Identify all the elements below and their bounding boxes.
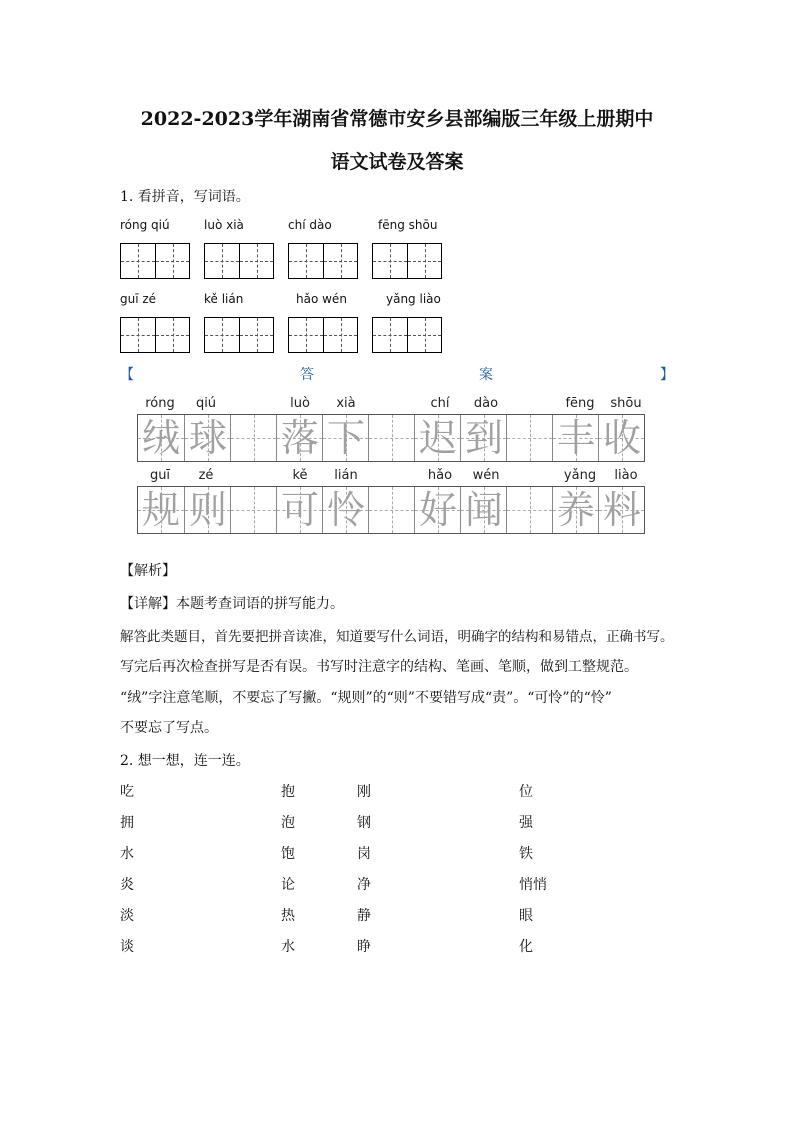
analysis-detail: 【详解】本题考查词语的拼写能力。: [120, 596, 344, 612]
answer-pinyin: chí: [430, 396, 450, 411]
pinyin-label: róng qiú: [120, 218, 170, 232]
writing-grid[interactable]: [204, 243, 274, 279]
pinyin-label: luò xià: [204, 218, 244, 232]
writing-grid[interactable]: [120, 317, 190, 353]
pinyin-label: hǎo wén: [296, 292, 347, 306]
writing-grid[interactable]: [372, 243, 442, 279]
answer-char: 养: [556, 488, 595, 532]
answer-open-bracket: 【: [120, 367, 134, 383]
answer-pinyin: shōu: [610, 396, 642, 411]
match-item[interactable]: 拥: [120, 815, 134, 831]
answer-char: 迟: [418, 416, 457, 460]
answer-pinyin: róng: [145, 396, 175, 411]
analysis-paragraph: “绒”字注意笔顺，不要忘了写撇。“规则”的“则”不要错写成“责”。“可怜”的“怜”: [120, 690, 612, 706]
answer-char: 绒: [141, 416, 180, 460]
answer-pinyin: dào: [473, 396, 499, 411]
answer-pinyin-row-2: [137, 468, 653, 486]
match-item[interactable]: 饱: [281, 846, 295, 862]
answer-pinyin: kě: [292, 468, 308, 483]
analysis-paragraph: 不要忘了写点。: [120, 720, 218, 736]
answer-char: 球: [188, 416, 227, 460]
pinyin-label: chí dào: [288, 218, 332, 232]
match-item[interactable]: 吃: [120, 784, 134, 800]
question-1-prompt: 1. 看拼音，写词语。: [120, 189, 250, 205]
pinyin-label: kě lián: [204, 292, 244, 306]
match-item[interactable]: 论: [281, 877, 295, 893]
answer-char: 闻: [464, 488, 503, 532]
writing-grid[interactable]: [204, 317, 274, 353]
answer-char: 丰: [556, 416, 595, 460]
answer-pinyin: fēng: [565, 396, 595, 411]
answer-grid-row-1: [137, 414, 645, 462]
match-item[interactable]: 位: [519, 784, 533, 800]
answer-close-bracket: 】: [660, 367, 674, 383]
answer-pinyin: guī: [149, 468, 171, 483]
answer-char: 则: [188, 488, 227, 532]
match-item[interactable]: 静: [357, 908, 371, 924]
doc-title-line1: 2022-2023学年湖南省常德市安乡县部编版三年级上册期中: [140, 108, 654, 130]
answer-char: 料: [602, 488, 641, 532]
match-item[interactable]: 岗: [357, 846, 371, 862]
answer-char: 到: [464, 416, 503, 460]
answer-pinyin: zé: [198, 468, 214, 483]
writing-grid[interactable]: [372, 317, 442, 353]
match-item[interactable]: 悄悄: [519, 877, 547, 893]
match-item[interactable]: 强: [519, 815, 533, 831]
match-item[interactable]: 谈: [120, 939, 134, 955]
pinyin-label: yǎng liào: [386, 292, 441, 306]
analysis-heading: 【解析】: [120, 563, 176, 579]
answer-label-1: 答: [300, 367, 314, 383]
match-item[interactable]: 泡: [281, 815, 295, 831]
answer-char: 可: [280, 488, 319, 532]
match-item[interactable]: 铁: [519, 846, 533, 862]
answer-pinyin: yǎng: [563, 468, 597, 483]
answer-pinyin: xià: [336, 396, 356, 411]
pinyin-label: fēng shōu: [378, 218, 438, 232]
answer-char: 下: [326, 416, 365, 460]
match-item[interactable]: 眼: [519, 908, 533, 924]
writing-grid[interactable]: [288, 317, 358, 353]
answer-grid-row-2: [137, 486, 645, 534]
writing-grid[interactable]: [288, 243, 358, 279]
match-item[interactable]: 钢: [357, 815, 371, 831]
match-item[interactable]: 睁: [357, 939, 371, 955]
answer-char: 怜: [326, 488, 365, 532]
doc-title-line2: 语文试卷及答案: [330, 151, 464, 173]
analysis-paragraph: 解答此类题目，首先要把拼音读准，知道要写什么词语，明确字的结构和易错点，正确书写。: [120, 629, 674, 645]
answer-char: 好: [418, 488, 457, 532]
match-item[interactable]: 抱: [281, 784, 295, 800]
analysis-paragraph: 写完后再次检查拼写是否有误。书写时注意字的结构、笔画、笔顺，做到工整规范。: [120, 659, 638, 675]
match-item[interactable]: 水: [281, 939, 295, 955]
answer-pinyin: qiú: [195, 396, 217, 411]
answer-pinyin: liào: [614, 468, 638, 483]
pinyin-label: guī zé: [120, 292, 157, 306]
match-item[interactable]: 炎: [120, 877, 134, 893]
answer-pinyin: wén: [472, 468, 500, 483]
answer-char: 收: [602, 416, 641, 460]
answer-char: 规: [141, 488, 180, 532]
answer-pinyin-row-1: [137, 396, 653, 414]
answer-pinyin: luò: [290, 396, 310, 411]
answer-label-2: 案: [479, 367, 493, 383]
question-2-prompt: 2. 想一想，连一连。: [120, 753, 250, 769]
answer-pinyin: lián: [334, 468, 358, 483]
answer-pinyin: hǎo: [427, 468, 453, 483]
match-item[interactable]: 水: [120, 846, 134, 862]
match-item[interactable]: 刚: [357, 784, 371, 800]
match-item[interactable]: 淡: [120, 908, 134, 924]
match-item[interactable]: 净: [357, 877, 371, 893]
answer-char: 落: [280, 416, 319, 460]
match-item[interactable]: 热: [281, 908, 295, 924]
writing-grid[interactable]: [120, 243, 190, 279]
match-item[interactable]: 化: [519, 939, 533, 955]
